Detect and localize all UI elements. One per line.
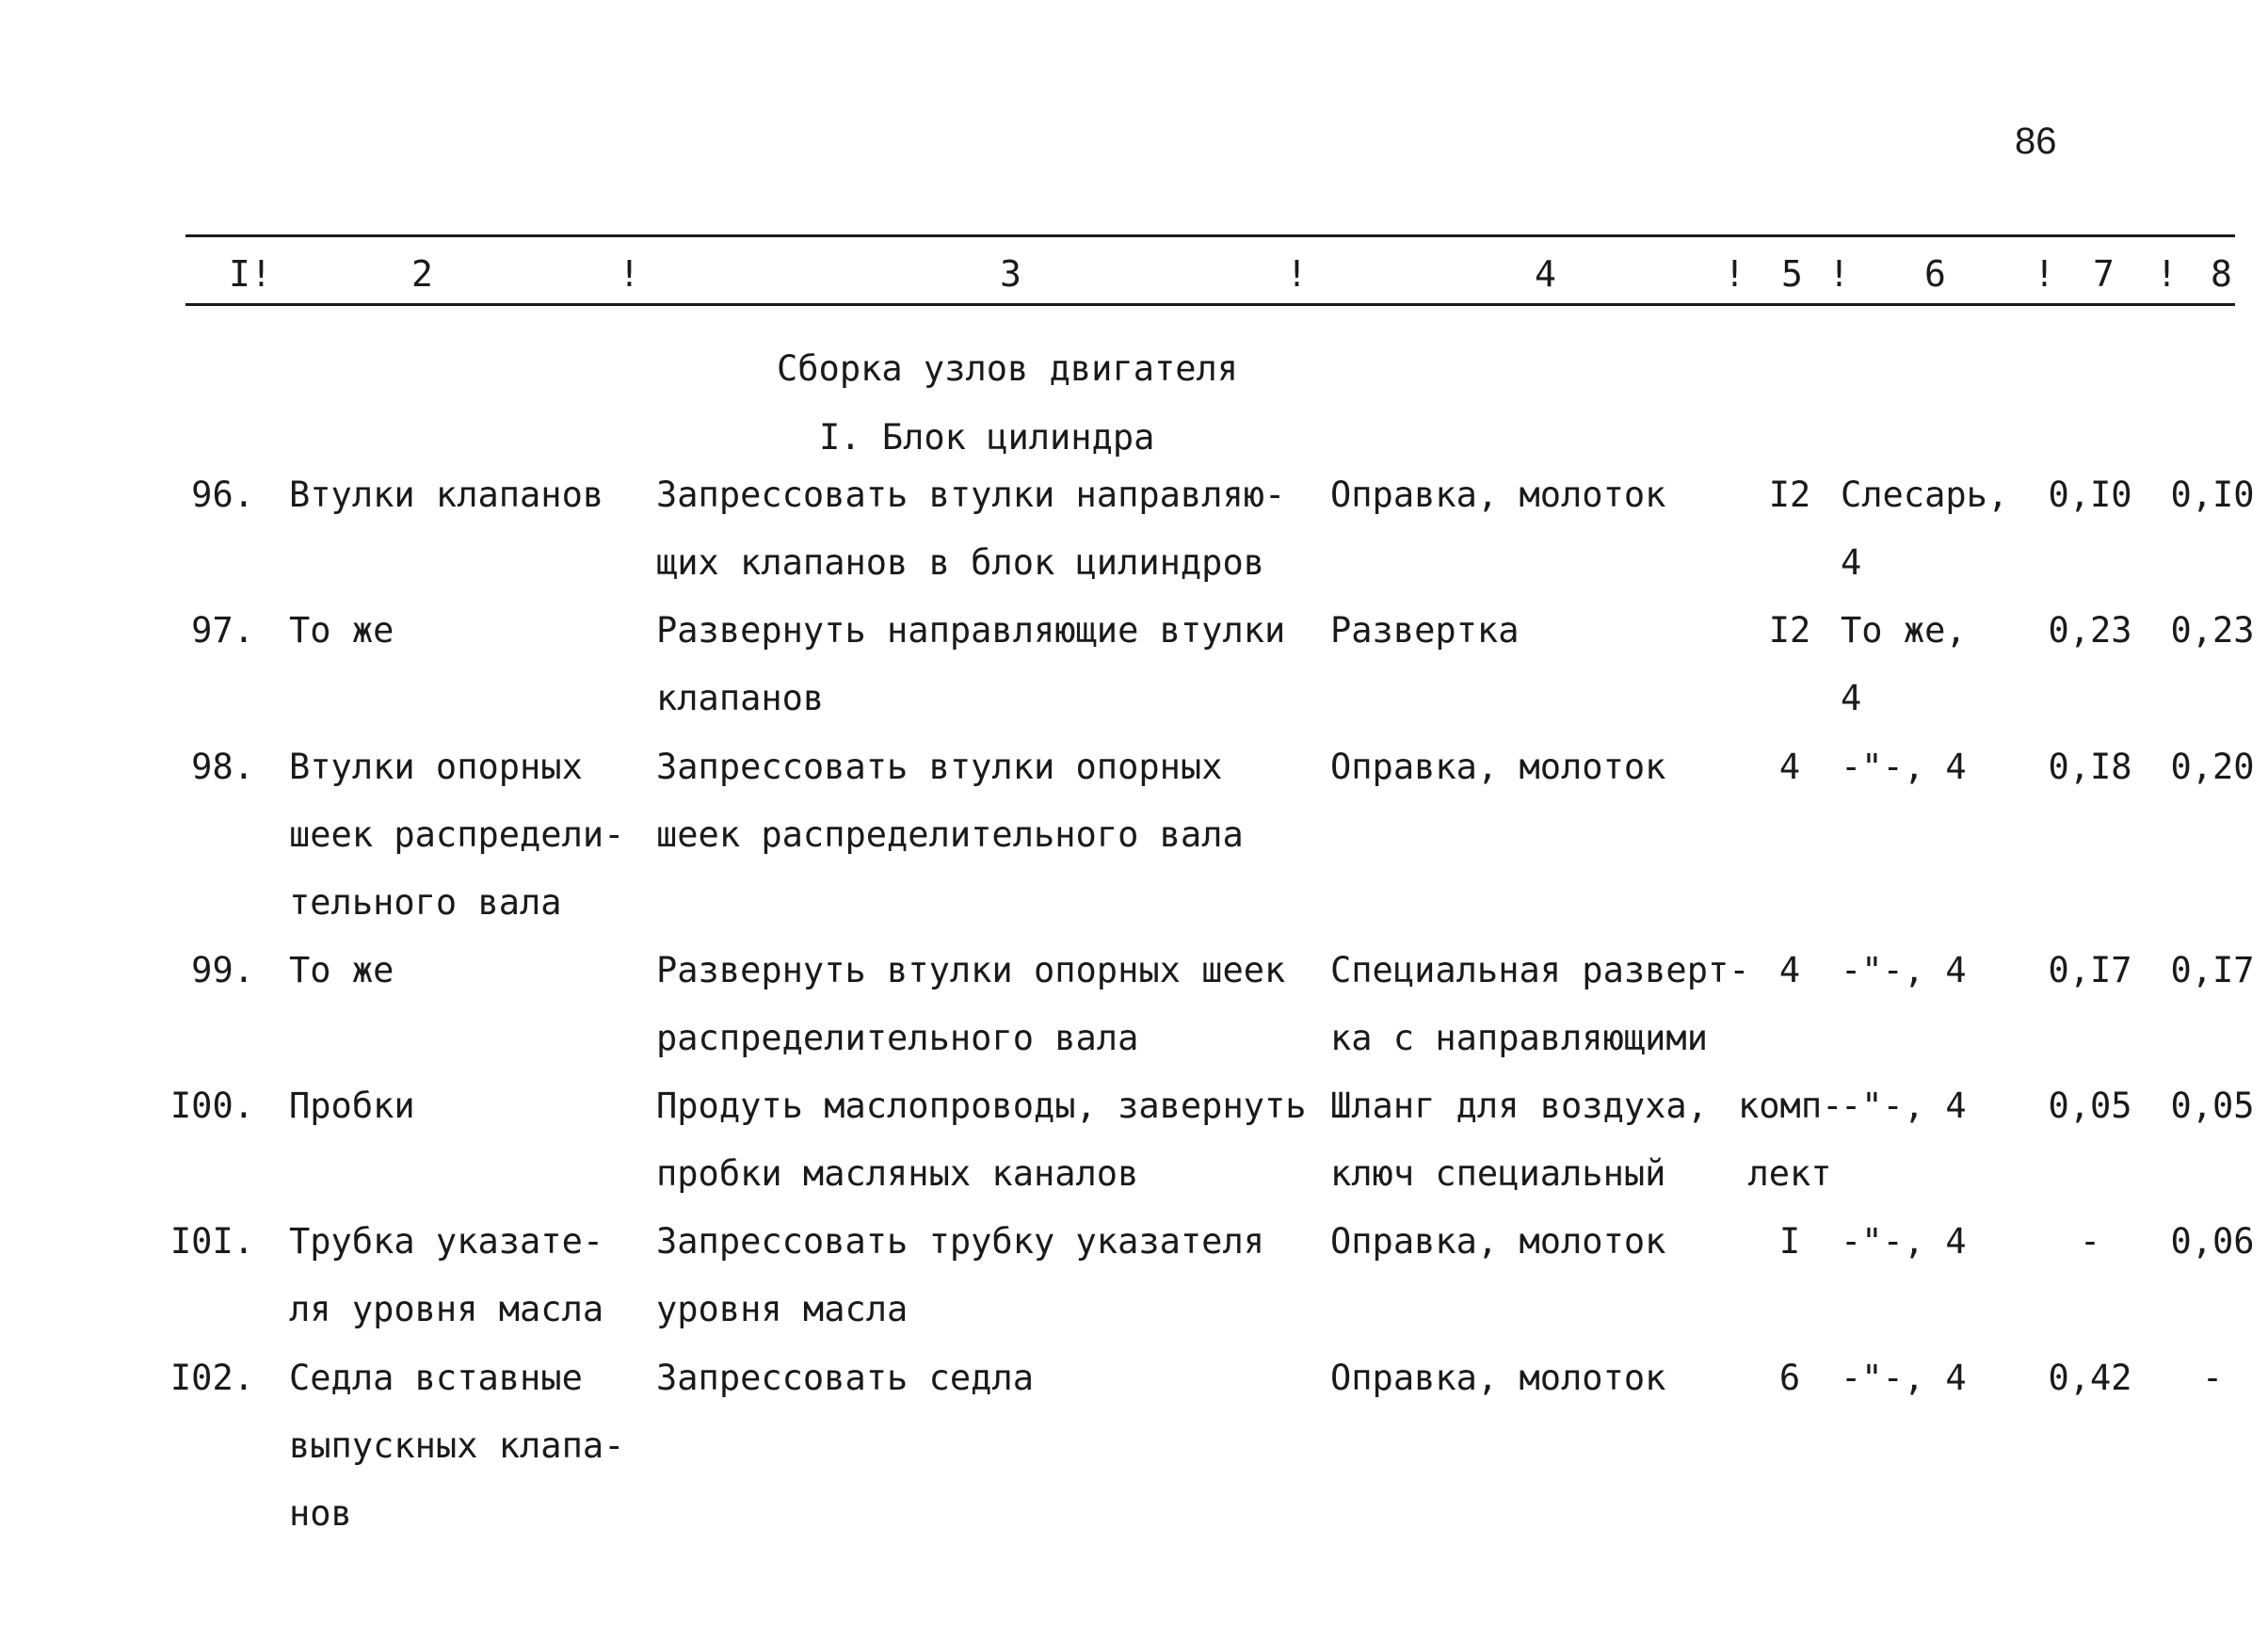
operation-text: Развернуть втулки опорных шеек <box>656 950 1286 990</box>
time-col-7: 0,I0 <box>2048 475 2132 515</box>
page-number: 86 <box>2015 121 2057 162</box>
time-col-8: 0,20 <box>2170 747 2255 787</box>
header-rule-top <box>185 234 2235 237</box>
operation-text: уровня масла <box>656 1289 909 1329</box>
header-col-7: 7 <box>2093 253 2115 295</box>
time-col-7: 0,05 <box>2048 1086 2132 1126</box>
part-name: Трубка указате- <box>289 1221 604 1262</box>
operation-text: распределительного вала <box>656 1018 1139 1058</box>
header-rule-bottom <box>185 303 2235 306</box>
header-separator: ! <box>619 253 640 295</box>
worker-cell: -"-, 4 <box>1841 950 1967 990</box>
time-col-8: 0,23 <box>2170 610 2255 651</box>
worker-cell: -"-, 4 <box>1841 1221 1967 1262</box>
operation-text: Продуть маслопроводы, завернуть <box>656 1086 1307 1126</box>
grade-cell: 4 <box>1778 747 1801 787</box>
part-name: Втулки клапанов <box>289 475 604 515</box>
header-col-3: 3 <box>1000 253 1021 295</box>
grade-cell: I2 <box>1768 475 1811 515</box>
operation-text: клапанов <box>656 678 825 718</box>
row-number: I00. <box>169 1086 254 1126</box>
part-name: нов <box>289 1493 352 1534</box>
operation-text: Запрессовать седла <box>656 1358 1034 1398</box>
part-name: То же <box>289 950 394 990</box>
grade-cell: I <box>1778 1221 1801 1262</box>
header-col-1: I <box>229 253 250 295</box>
time-col-7: 0,42 <box>2048 1358 2132 1398</box>
worker-cell: -"-, 4 <box>1841 1358 1967 1398</box>
part-name: Седла вставные <box>289 1358 583 1398</box>
grade-cell: комп- <box>1738 1086 1843 1126</box>
tool-text: Развертка <box>1330 610 1520 651</box>
worker-cell: -"-, 4 <box>1841 747 1967 787</box>
grade-cell: 4 <box>1778 950 1801 990</box>
tool-text: ка с направляющими <box>1330 1018 1708 1058</box>
header-col-2: 2 <box>411 253 433 295</box>
time-col-7: - <box>2079 1221 2101 1262</box>
part-name: Втулки опорных <box>289 747 583 787</box>
operation-text: Запрессовать трубку указателя <box>656 1221 1265 1262</box>
tool-text: Оправка, молоток <box>1330 1358 1666 1398</box>
time-col-8: 0,06 <box>2170 1221 2255 1262</box>
part-name: тельного вала <box>289 882 562 923</box>
grade-cell: лект <box>1747 1153 1832 1194</box>
grade-cell: I2 <box>1768 610 1811 651</box>
part-name: шеек распредели- <box>289 814 625 855</box>
part-name: Пробки <box>289 1086 415 1126</box>
worker-cell: 4 <box>1841 542 1862 583</box>
header-col-6: 6 <box>1924 253 1946 295</box>
operation-text: шеек распределительного вала <box>656 814 1244 855</box>
grade-cell: 6 <box>1778 1358 1801 1398</box>
tool-text: Специальная разверт- <box>1330 950 1750 990</box>
header-separator: ! <box>2034 253 2055 295</box>
worker-cell: Слесарь, <box>1841 475 2009 515</box>
header-separator: ! <box>1724 253 1745 295</box>
worker-cell: То же, <box>1841 610 1967 651</box>
time-col-8: 0,05 <box>2170 1086 2255 1126</box>
operation-text: Запрессовать втулки направляю- <box>656 475 1286 515</box>
row-number: 97. <box>191 610 254 651</box>
header-col-4: 4 <box>1535 253 1556 295</box>
tool-text: Оправка, молоток <box>1330 747 1666 787</box>
header-separator: ! <box>2156 253 2178 295</box>
time-col-7: 0,I8 <box>2048 747 2132 787</box>
row-number: I02. <box>169 1358 254 1398</box>
tool-text: Оправка, молоток <box>1330 475 1666 515</box>
time-col-8: 0,I0 <box>2170 475 2255 515</box>
time-col-8: - <box>2201 1358 2224 1398</box>
worker-cell: 4 <box>1841 678 1862 718</box>
row-number: 99. <box>191 950 254 990</box>
part-name: То же <box>289 610 394 651</box>
header-separator: ! <box>1286 253 1308 295</box>
part-name: выпускных клапа- <box>289 1425 625 1466</box>
section-title: Сборка узлов двигателя <box>777 348 1239 389</box>
header-separator: ! <box>250 253 272 295</box>
time-col-7: 0,I7 <box>2048 950 2132 990</box>
tool-text: Оправка, молоток <box>1330 1221 1666 1262</box>
worker-cell: -"-, 4 <box>1841 1086 1967 1126</box>
header-separator: ! <box>1828 253 1850 295</box>
row-number: I0I. <box>169 1221 254 1262</box>
row-number: 96. <box>191 475 254 515</box>
header-col-5: 5 <box>1781 253 1803 295</box>
section-subtitle: I. Блок цилиндра <box>819 417 1155 458</box>
part-name: ля уровня масла <box>289 1289 604 1329</box>
tool-text: ключ специальный <box>1330 1153 1666 1194</box>
operation-text: пробки масляных каналов <box>656 1153 1139 1194</box>
operation-text: Развернуть направляющие втулки <box>656 610 1286 651</box>
tool-text: Шланг для воздуха, <box>1330 1086 1708 1126</box>
operation-text: щих клапанов в блок цилиндров <box>656 542 1265 583</box>
header-col-8: 8 <box>2211 253 2232 295</box>
time-col-8: 0,I7 <box>2170 950 2255 990</box>
row-number: 98. <box>191 747 254 787</box>
time-col-7: 0,23 <box>2048 610 2132 651</box>
operation-text: Запрессовать втулки опорных <box>656 747 1223 787</box>
